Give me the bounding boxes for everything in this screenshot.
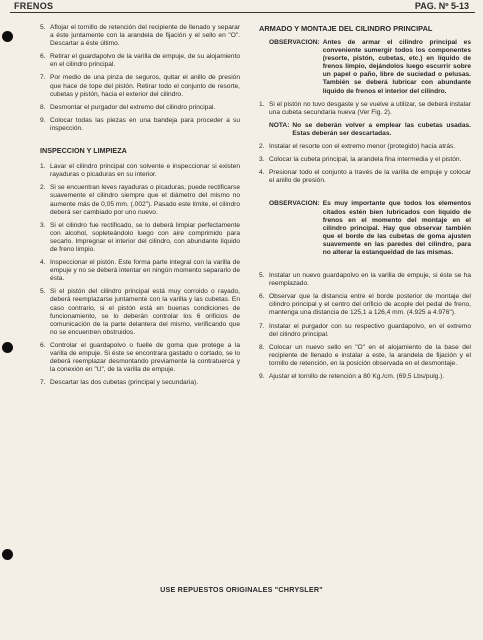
observation-label: OBSERVACION: <box>269 200 320 208</box>
assembly-heading: ARMADO Y MONTAJE DEL CILINDRO PRINCIPAL <box>259 24 433 33</box>
list-item <box>40 288 240 337</box>
item-number: 6. <box>40 53 46 61</box>
item-text: Si el pistón del cilindro principal está muy corroido o rayado, deberá reemplazarse juntamente con la varilla y las cubetas. En caso contrario, si el pistón está en buenas condiciones de funcionamiento, se lo deberán controlar los 6 orificios de comunicación de la parte delantera del mismo, verificando que no se encuentren obstruidos. <box>50 288 240 336</box>
list-item <box>40 163 240 179</box>
list-item <box>40 117 240 133</box>
left-column <box>40 24 240 392</box>
item-text: Colocar todas las piezas en una bandeja para proceder a su inspección. <box>50 116 240 132</box>
list-item <box>259 272 471 288</box>
page-number: PAG. Nº 5-13 <box>414 1 469 11</box>
item-text: Observar que la distancia entre el borde posterior de montaje del cilindro principal y el centro del orificio de acople del pedal de freno, mantenga una distancia de 125,1 a 126,4 mm. (4.925 a 4.976"). <box>269 293 471 317</box>
observation-label: OBSERVACION: <box>269 39 320 46</box>
list-item <box>40 53 240 69</box>
observation-text: Es muy importante que todos los elementos citados estén bien lubricados con líquido de frenos en el momento del montaje en el cilindro principal. Hay que observar también que el borde de las cubetas de goma ajusten suavemente en las paredes del cilindro, para no alterar la estanqueidad de las mismas. <box>322 200 471 256</box>
list-item <box>40 104 240 112</box>
item-number: 4. <box>40 259 46 267</box>
list-item <box>259 101 471 117</box>
item-text: Presionar todo el conjunto a través de la varilla de empuje y colocar el anillo de presión. <box>269 169 471 185</box>
list-item <box>40 74 240 98</box>
item-text: Colocar la cubeta principal, la arandela fina intermedia y el pistón. <box>269 156 462 164</box>
item-number: 3. <box>40 221 46 229</box>
footer-note: USE REPUESTOS ORIGINALES "CHRYSLER" <box>160 585 323 594</box>
observation-text: Antes de armar el cilindro principal es conveniente sumergir todos los componentes (resorte, pistón, cubetas, etc.) en líquido de frenos limpio, dejándolos luego escurrir sobre un papel o paño, libre de suciedad o pelusas. También se deberá lubricar con abundante líquido de frenos el interior del cilindro. <box>322 39 471 95</box>
assembly-steps-a <box>259 143 471 185</box>
item-number: 4. <box>259 169 265 177</box>
inspection-heading: INSPECCION Y LIMPIEZA <box>40 146 127 156</box>
item-text: Si se encuentran leves rayaduras o picaduras, puede rectificarse suavemente el cilindro siempre que el diámetro del mismo no aumente más de 0,05 mm. (.002"). Pasado este límite, el cilindro deberá ser cambiado por uno nuevo. <box>50 184 240 216</box>
list-item <box>259 373 471 381</box>
item-text: Descartar las dos cubetas (principal y secundaria). <box>50 379 199 387</box>
list-item <box>259 143 471 151</box>
item-number: 8. <box>40 103 46 111</box>
inspection-steps <box>40 163 240 387</box>
nota-text: No se deberán volver a emplear las cubetas usadas. Estas deberán ser descartadas. <box>292 121 471 137</box>
item-number: 7. <box>259 322 265 330</box>
list-item <box>40 222 240 254</box>
item-text: Instalar el resorte con el extremo menor (protegido) hacia atrás. <box>269 143 456 151</box>
binder-hole-icon <box>2 31 13 42</box>
header-rule <box>10 12 475 13</box>
disassembly-steps <box>40 24 240 133</box>
item-text: Ajustar el tornillo de retención a 80 Kg./cm. (69,5 Lbs/pulg.). <box>269 373 445 380</box>
item-number: 3. <box>259 156 265 164</box>
item-number: 2. <box>259 143 265 151</box>
item-number: 1. <box>40 163 46 171</box>
item-text: Retirar el guardapolvo de la varilla de empuje, de su alojamiento en el cilindro principal. <box>50 53 240 69</box>
list-item <box>40 379 240 387</box>
list-item <box>259 169 471 185</box>
list-item <box>40 342 240 374</box>
nota-note <box>259 122 471 138</box>
item-number: 1. <box>259 100 265 108</box>
item-number: 7. <box>40 74 46 82</box>
item-number: 7. <box>40 379 46 387</box>
item-text: Si el cilindro fue rectificado, se lo deberá limpiar perfectamente con alcohol, sopleteándolo luego con aire comprimido para secarlo. Impregnar el interior del cilindro, con abundante líquido de freno limpio. <box>50 221 240 253</box>
item-text: Instalar un nuevo guardapolvo en la varilla de empuje, si éste se ha reemplazado. <box>269 272 471 288</box>
nota-label: NOTA: <box>269 121 290 129</box>
right-column <box>259 24 471 386</box>
list-item <box>259 156 471 164</box>
list-item <box>40 24 240 48</box>
item-text: Inspeccionar el pistón. Este forma parte integral con la varilla de empuje y no se deberá intentar en ningún momento separarlo de ésta. <box>50 259 240 283</box>
item-text: Lavar el cilindro principal con solvente e inspeccionar si existen rayaduras o picaduras en su interior. <box>50 163 240 179</box>
section-title: FRENOS <box>14 1 54 11</box>
item-number: 8. <box>259 343 265 351</box>
binder-hole-icon <box>2 549 13 560</box>
item-number: 5. <box>40 24 46 31</box>
item-text: Colocar un nuevo sello en "O" en el alojamiento de la base del recipiente de llenado e instalar a este, la arandela de fijación y el tornillo de retención, en la posición observada en el desmontaje. <box>269 343 471 367</box>
item-text: Aflojar el tornillo de retención del recipiente de llenado y separar a éste juntamente con la arandela de fijación y el sello en "O". Descartar a éste último. <box>50 24 240 48</box>
item-text: Si el pistón no tuvo desgaste y se vuelve a utilizar, se deberá instalar una cubeta secundaria nueva (Ver Fig. 2). <box>269 100 471 116</box>
item-number: 9. <box>40 116 46 124</box>
item-text: Por medio de una pinza de seguros, quitar el anillo de presión que hace de tope del pistón. Retirar todo el conjunto de resorte, cubetas y pistón, hacia el exterior del cilindro. <box>50 74 240 98</box>
item-number: 6. <box>40 341 46 349</box>
binder-hole-icon <box>2 342 13 353</box>
item-text: Desmontar el purgador del extremo del cilindro principal. <box>50 103 216 111</box>
list-item <box>259 344 471 368</box>
list-item <box>259 323 471 339</box>
item-number: 5. <box>259 272 265 280</box>
item-text: Instalar el purgador con su respectivo guardapolvo, en el extremo del cilindro principal. <box>269 322 471 338</box>
item-number: 9. <box>259 373 265 380</box>
assembly-steps-b <box>259 272 471 381</box>
item-number: 5. <box>40 288 46 296</box>
observation-note <box>259 39 471 96</box>
item-number: 6. <box>259 293 265 301</box>
list-item <box>259 293 471 317</box>
list-item <box>40 184 240 216</box>
observation-note-2 <box>259 200 471 257</box>
list-item <box>40 259 240 283</box>
item-number: 2. <box>40 184 46 192</box>
item-text: Controlar el guardapolvo o fuelle de goma que protege a la varilla de empuje. Si éste se encontrara gastado o cortado, se lo deberá reemplazar desmontando previamente la contratuerca y la conexión en "U", de la varilla de empuje. <box>50 341 240 374</box>
